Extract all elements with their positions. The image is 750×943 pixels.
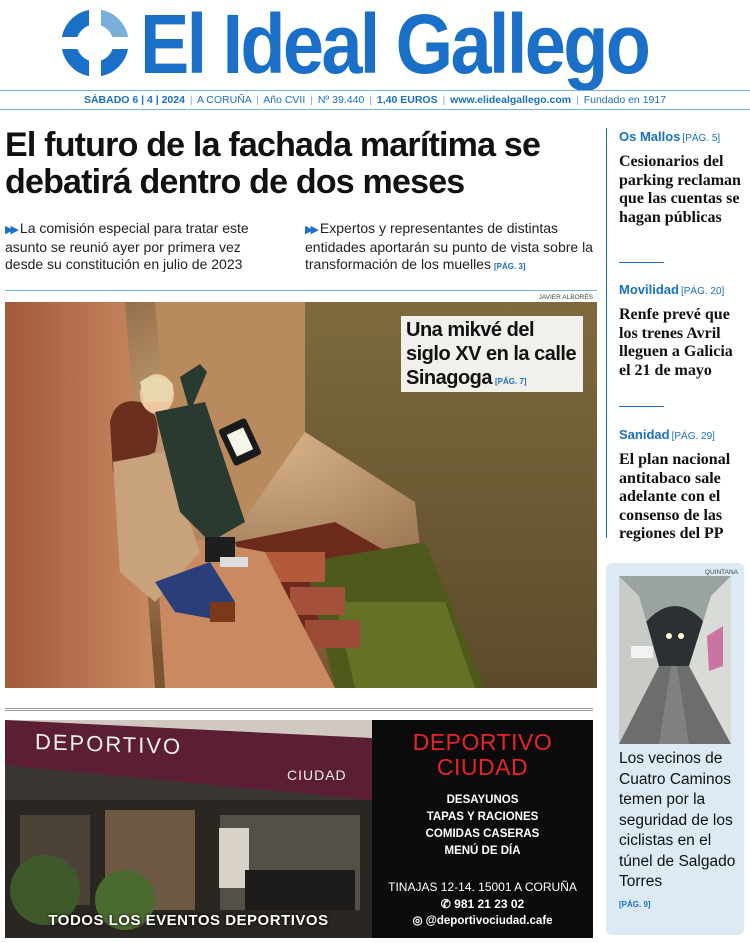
sidebar-story[interactable]	[619, 427, 747, 544]
lead-deck-left-text: La comisión especial para tratar este asunto se reunió ayer por primera vez desde su constitución en julio de 2023	[5, 220, 249, 272]
divider	[5, 708, 593, 711]
section-name: Os Mallos	[619, 129, 681, 144]
photo-caption-text: Una mikvé del siglo XV en la calle Sinagoga	[406, 319, 577, 389]
ad-service: DESAYUNOS	[446, 794, 519, 806]
section-label	[619, 427, 747, 445]
double-arrow-icon: ▶▶	[305, 224, 316, 236]
whatsapp-icon: ✆	[440, 897, 455, 911]
ad-service: COMIDAS CASERAS	[425, 828, 540, 840]
story-headline[interactable]: El plan nacional antitabaco sale adelante con el consenso de las regiones del PP	[619, 451, 731, 542]
ad-banner: TODOS LOS EVENTOS DEPORTIVOS	[48, 912, 329, 929]
section-name: Movilidad	[619, 282, 679, 297]
website-link[interactable]: www.elidealgallego.com	[450, 94, 572, 106]
ad-service: MENÚ DE DÍA	[444, 845, 521, 857]
ad-sign-top: DEPORTIVO	[35, 729, 183, 760]
photo-credit: JAVIER ALBORÉS	[538, 294, 593, 301]
newspaper-logo-icon	[60, 8, 130, 78]
section-label	[619, 282, 747, 300]
masthead-title: El Ideal Gallego	[140, 0, 649, 91]
lead-deck-right	[305, 220, 600, 275]
ad-info-panel	[372, 720, 593, 938]
ad-service: TAPAS Y RACIONES	[426, 811, 539, 823]
page-reference[interactable]: [PÁG. 7]	[495, 377, 527, 386]
ad-brand: DEPORTIVO CIUDAD	[412, 729, 553, 780]
page-reference[interactable]: [PÁG. 5]	[682, 133, 721, 144]
sidebar-rule	[606, 128, 607, 538]
ad-address: TINAJAS 12-14. 15001 A CORUÑA	[388, 880, 577, 894]
advertisement[interactable]	[5, 720, 593, 938]
ad-instagram-handle: @deportivociudad.cafe	[425, 915, 553, 927]
ad-services	[372, 792, 593, 860]
issue-price: 1,40 EUROS	[376, 94, 438, 106]
dateline: SÁBADO 6 | 4 | 2024 | A CORUÑA | Año CVII | Nº 39.440 | 1,40 EUROS | www.elidealgallego.com | Fundado en 1917	[0, 90, 750, 110]
lead-deck-left	[5, 220, 280, 273]
ad-sign-bottom: CIUDAD	[287, 767, 347, 783]
page-reference[interactable]: [PÁG. 9]	[619, 899, 651, 909]
ad-phone-number: 981 21 23 02	[454, 897, 525, 911]
instagram-icon: ◎	[412, 915, 426, 927]
lead-headline[interactable]: El futuro de la fachada marítima se debatirá dentro de dos meses	[5, 126, 541, 201]
section-label	[619, 129, 747, 147]
page-reference[interactable]: [PÁG. 3]	[493, 262, 526, 271]
page-reference[interactable]: [PÁG. 20]	[680, 286, 725, 297]
photo-credit: QUINTANA	[704, 569, 738, 576]
double-arrow-icon: ▶▶	[5, 224, 16, 236]
story-headline[interactable]: Renfe prevé que los trenes Avril lleguen a Galicia el 21 de mayo	[619, 306, 733, 379]
divider	[619, 406, 664, 407]
section-name: Sanidad	[619, 427, 670, 442]
issue-city: A CORUÑA	[196, 94, 252, 106]
page-reference[interactable]: [PÁG. 29]	[671, 431, 715, 442]
feature-story-text: Los vecinos de Cuatro Caminos temen por la seguridad de los ciclistas en el túnel de Salgado Torres	[619, 750, 736, 890]
issue-number: Nº 39.440	[317, 94, 365, 106]
lead-deck-right-text: Expertos y representantes de distintas entidades aportarán su punto de vista sobre la transformación de los muelles	[305, 220, 593, 272]
ad-storefront-image	[5, 720, 372, 938]
divider	[5, 290, 597, 291]
tunnel-photo[interactable]	[619, 576, 731, 744]
photo-caption[interactable]	[401, 316, 583, 392]
issue-date: SÁBADO 6 | 4 | 2024	[83, 94, 185, 106]
divider	[619, 262, 664, 263]
feature-story[interactable]	[619, 749, 739, 915]
story-headline[interactable]: Cesionarios del parking reclaman que las cuentas se hagan públicas	[619, 153, 741, 226]
founded-text: Fundado en 1917	[583, 94, 667, 106]
tunnel-photo-image	[619, 576, 731, 744]
sidebar-story[interactable]	[619, 129, 747, 227]
ad-phone[interactable]	[372, 896, 593, 913]
sidebar-story[interactable]	[619, 282, 747, 380]
ad-instagram[interactable]	[372, 913, 593, 930]
issue-year: Año CVII	[263, 94, 306, 106]
masthead	[0, 0, 750, 90]
